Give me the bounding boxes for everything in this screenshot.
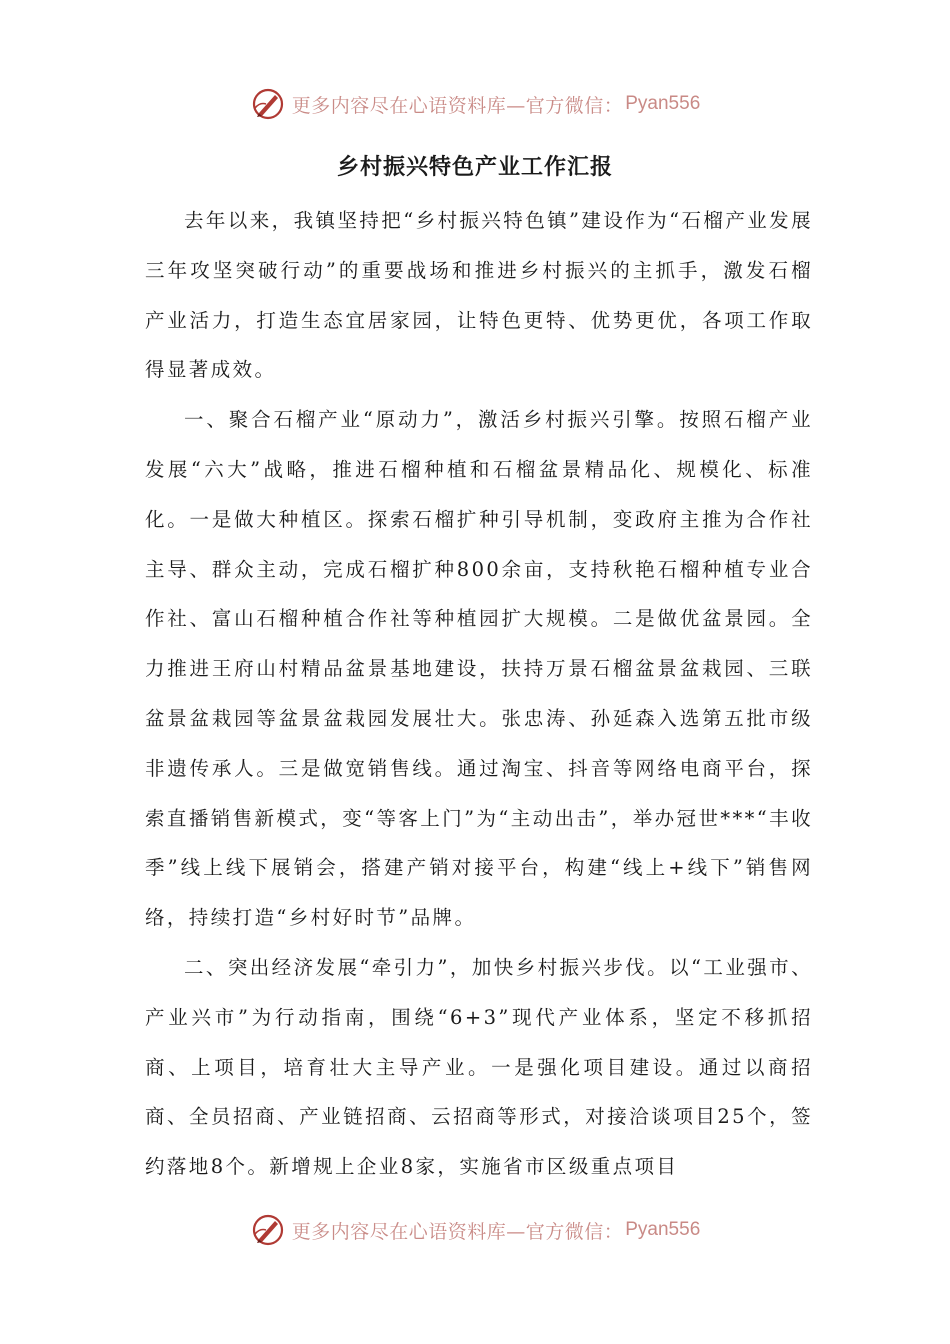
- document-body: [145, 196, 813, 1192]
- pen-circle-logo-icon: [250, 86, 286, 122]
- pen-circle-logo-icon: [250, 1212, 286, 1248]
- watermark-footer: [0, 1210, 950, 1250]
- watermark-wechat-id: Pyan556: [625, 1219, 701, 1240]
- watermark-wechat-id: Pyan556: [625, 93, 701, 114]
- document-title: 乡村振兴特色产业工作汇报: [336, 155, 613, 180]
- watermark-text: 更多内容尽在心语资料库—官方微信：: [291, 1220, 624, 1243]
- watermark-text: 更多内容尽在心语资料库—官方微信：: [291, 94, 624, 117]
- watermark-header: [0, 84, 950, 124]
- paragraph-section-two: 二、突出经济发展“牵引力”，加快乡村振兴步伐。以“工业强市、产业兴市”为行动指南，围绕“6+3”现代产业体系，坚定不移抓招商、上项目，培育壮大主导产业。一是强化项目建设。通过以商招商、全员招商、产业链招商、云招商等形式，对接洽谈项目25个，签约落地8个。新增规上企业8家，实施省市区级重点项目: [145, 955, 813, 1179]
- paragraph-intro: 去年以来，我镇坚持把“乡村振兴特色镇”建设作为“石榴产业发展三年攻坚突破行动”的重要战场和推进乡村振兴的主抓手，激发石榴产业活力，打造生态宜居家园，让特色更特、优势更优，各项工作取得显著成效。: [145, 209, 813, 382]
- paragraph-section-one: 一、聚合石榴产业“原动力”，激活乡村振兴引擎。按照石榴产业发展“六大”战略，推进石榴种植和石榴盆景精品化、规模化、标准化。一是做大种植区。探索石榴扩种引导机制，变政府主推为合作社主导、群众主动，完成石榴扩种800余亩，支持秋艳石榴种植专业合作社、富山石榴种植合作社等种植园扩大规模。二是做优盆景园。全力推进王府山村精品盆景基地建设，扶持万景石榴盆景盆栽园、三联盆景盆栽园等盆景盆栽园发展壮大。张忠涛、孙延森入选第五批市级非遗传承人。三是做宽销售线。通过淘宝、抖音等网络电商平台，探索直播销售新模式，变“等客上门”为“主动出击”，举办冠世***“丰收季”线上线下展销会，搭建产销对接平台，构建“线上+线下”销售网络，持续打造“乡村好时节”品牌。: [145, 408, 813, 930]
